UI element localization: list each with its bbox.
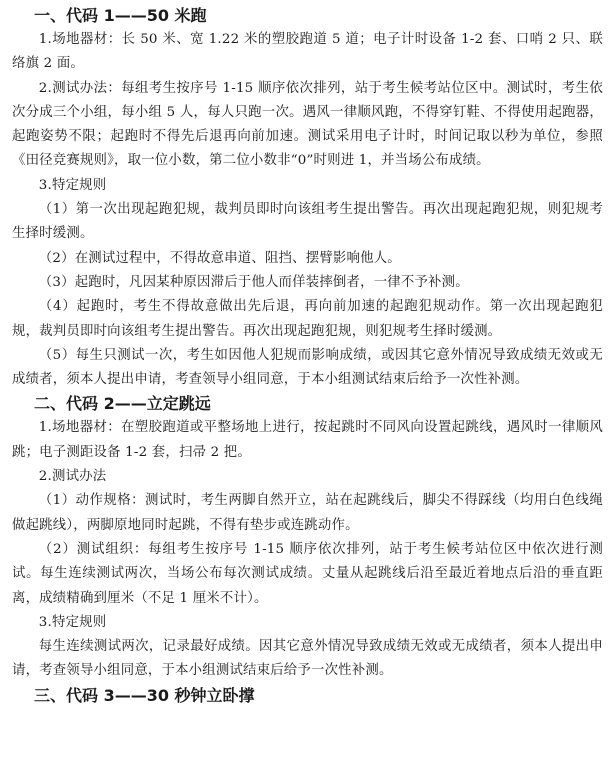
- rule-item: 每生连续测试两次，记录最好成绩。因其它意外情况导致成绩无效或无成绩者，须本人提出申请，考查领导小组同意，于本小组测试结束后给予一次性补测。: [12, 639, 603, 679]
- rule-item: （5）每生只测试一次，考生如因他人犯规而影响成绩，或因其它意外情况导致成绩无效或无成绩者，须本人提出申请，考查领导小组同意，于本小组测试结束后给予一次性补测。: [12, 347, 603, 388]
- method-item: （1）动作规格：测试时，考生两脚自然开立，站在起跳线后，脚尖不得踩线（均用白色线绳做起跳线），两脚原地同时起跳，不得有垫步或连跳动作。: [12, 493, 603, 533]
- rule-item: （4）起跑时，考生不得故意做出先后退，再向前加速的起跑犯规动作。第一次出现起跑犯规，裁判员即时向该组考生提出警告。再次出现起跑犯规，则犯规考生择时缓测。: [12, 299, 603, 339]
- method-item: （2）测试组织：每组考生按序号 1-15 顺序依次排列，站于考生候考站位区中依次进行测试。每生连续测试两次，当场公布每次测试成绩。丈量从起跳线后沿至最近着地点后沿的垂直距离，成绩精确到厘米（不足 1 厘米不计）。: [12, 541, 603, 606]
- equipment-paragraph: 1.场地器材：在塑胶跑道或平整场地上进行，按起跳时不同风向设置起跳线，遇风时一律顺风跳；电子测距设备 1-2 套，扫帚 2 把。: [12, 420, 603, 460]
- rule-item: （2）在测试过程中，不得故意串道、阻挡、摆臂影响他人。: [38, 250, 401, 266]
- equipment-paragraph: 1.场地器材：长 50 米、宽 1.22 米的塑胶跑道 5 道；电子计时设备 1-2 套、口哨 2 只、联络旗 2 面。: [12, 32, 603, 72]
- rule-item: （3）起跑时，凡因某种原因滞后于他人而佯装摔倒者，一律不予补测。: [38, 274, 469, 290]
- section-heading-30s-burpee: 三、代码 3——30 秒钟立卧撑: [34, 685, 255, 705]
- test-method-paragraph: 2.测试办法：每组考生按序号 1-15 顺序依次排列，站于考生候考站位区中。测试时，考生依次分成三个小组，每小组 5 人，每人只跑一次。遇风一律顺风跑，不得穿钉鞋、不得使用起跑器，起跑姿势不限；起跑时不得先后退再向前加速。测试采用电子计时，时间记取以秒为单位，参照《田径竞赛规则》，取一位小数，第二位小数非“0”时则进 1，并当场公布成绩。: [12, 80, 603, 169]
- section-heading-50m-run: 一、代码 1——50 米跑: [34, 6, 207, 25]
- rules-subheading: 3.特定规则: [38, 177, 107, 193]
- section-heading-standing-long-jump: 二、代码 2——立定跳远: [34, 394, 211, 414]
- rules-subheading: 3.特定规则: [38, 614, 107, 630]
- test-method-subheading: 2.测试办法: [38, 469, 107, 485]
- rule-item: （1）第一次出现起跑犯规，裁判员即时向该组考生提出警告。再次出现起跑犯规，则犯规考生择时缓测。: [12, 202, 603, 242]
